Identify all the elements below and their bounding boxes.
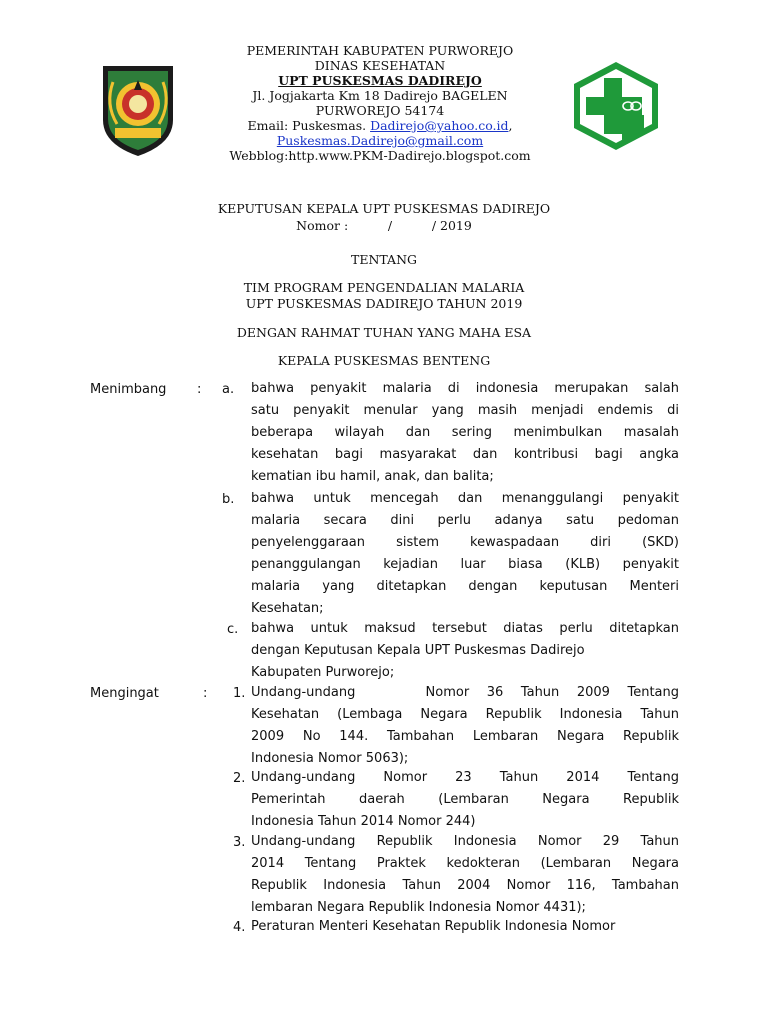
header-government: PEMERINTAH KABUPATEN PURWOREJO [246, 43, 514, 58]
header-email-line [190, 118, 570, 134]
text-line: penyelenggaraan sistem kewaspadaan diri (SKD) [251, 535, 679, 550]
header-department: DINAS KESEHATAN [314, 58, 446, 73]
text-line: beberapa wilayah dan sering menimbulkan masalah [251, 425, 679, 440]
mengingat-marker-1: 1. [233, 686, 246, 701]
text-line: Kesehatan (Lembaga Negara Republik Indonesia Tahun [251, 707, 679, 722]
text-line: penanggulangan kejadian luar biasa (KLB) penyakit [251, 557, 679, 572]
mengingat-label: Mengingat [90, 686, 159, 701]
text-line: Undang-undang Republik Indonesia Nomor 29 Tahun [251, 834, 679, 849]
text-line: Kabupaten Purworejo; [251, 665, 395, 680]
kepala-line: KEPALA PUSKESMAS BENTENG [277, 353, 491, 368]
text-line: Republik Indonesia Tahun 2004 Nomor 116, Tambahan [251, 878, 679, 893]
email-separator: , [508, 118, 513, 133]
text-line: bahwa penyakit malaria di indonesia merupakan salah [251, 381, 679, 396]
decree-title: KEPUTUSAN KEPALA UPT PUSKESMAS DADIREJO [217, 201, 551, 216]
mengingat-item-1 [251, 682, 679, 770]
regency-emblem-logo [95, 62, 181, 158]
header-puskesmas-name: UPT PUSKESMAS DADIREJO [278, 73, 482, 88]
mengingat-item-2 [251, 767, 679, 833]
text-line: dengan Keputusan Kepala UPT Puskesmas Dadirejo [251, 643, 585, 658]
decree-number: Nomor : / / 2019 [296, 218, 472, 233]
text-line: kesehatan bagi masyarakat dan kontribusi bagi angka [251, 447, 679, 462]
menimbang-marker-a: a. [222, 382, 235, 397]
text-line: lembaran Negara Republik Indonesia Nomor 4431); [251, 900, 586, 915]
decree-subject-1: TIM PROGRAM PENGENDALIAN MALARIA [243, 280, 525, 295]
header-weblog: Webblog:http.www.PKM-Dadirejo.blogspot.com [229, 148, 531, 163]
text-line: bahwa untuk maksud tersebut diatas perlu ditetapkan [251, 621, 679, 636]
tentang-heading: TENTANG [350, 252, 417, 267]
text-line: malaria secara dini perlu adanya satu pedoman [251, 513, 679, 528]
text-line: bahwa untuk mencegah dan menanggulangi penyakit [251, 491, 679, 506]
text-line: Kesehatan; [251, 601, 324, 616]
email-link-yahoo[interactable]: Dadirejo@yahoo.co.id [370, 118, 509, 133]
puskesmas-logo [570, 60, 662, 152]
mengingat-item-4 [251, 916, 679, 938]
menimbang-item-c [251, 618, 679, 684]
menimbang-marker-b: b. [222, 492, 235, 507]
menimbang-colon: : [197, 382, 202, 397]
text-line: Pemerintah daerah (Lembaran Negara Republik [251, 792, 679, 807]
text-line: Indonesia Nomor 5063); [251, 751, 409, 766]
text-line: kematian ibu hamil, anak, dan balita; [251, 469, 494, 484]
mengingat-item-3 [251, 831, 679, 919]
text-line: Undang-undang Nomor 23 Tahun 2014 Tentang [251, 770, 679, 785]
text-line: malaria yang ditetapkan dengan keputusan Menteri [251, 579, 679, 594]
mengingat-marker-2: 2. [233, 771, 246, 786]
header-city: PURWOREJO 54174 [315, 103, 445, 118]
menimbang-label: Menimbang [90, 382, 167, 397]
mengingat-marker-4: 4. [233, 920, 246, 935]
text-line: satu penyakit menular yang masih menjadi endemis di [251, 403, 679, 418]
mengingat-colon: : [203, 686, 208, 701]
menimbang-item-b [251, 488, 679, 620]
mengingat-marker-3: 3. [233, 835, 246, 850]
text-line: Undang-undang Nomor 36 Tahun 2009 Tentang [251, 685, 679, 700]
decree-subject-2: UPT PUSKESMAS DADIREJO TAHUN 2019 [245, 296, 523, 311]
menimbang-marker-c: c. [227, 622, 239, 637]
header-email-line-2 [190, 133, 570, 149]
email-prefix: Email: Puskesmas. [247, 118, 371, 133]
email-link-gmail[interactable]: Puskesmas.Dadirejo@gmail.com [276, 133, 484, 148]
text-line: 2009 No 144. Tambahan Lembaran Negara Republik [251, 729, 679, 744]
text-line: Peraturan Menteri Kesehatan Republik Indonesia Nomor [251, 919, 616, 934]
text-line: Indonesia Tahun 2014 Nomor 244) [251, 814, 476, 829]
rahmat-line: DENGAN RAHMAT TUHAN YANG MAHA ESA [236, 325, 532, 340]
header-address: Jl. Jogjakarta Km 18 Dadirejo BAGELEN [252, 88, 508, 103]
text-line: 2014 Tentang Praktek kedokteran (Lembaran Negara [251, 856, 679, 871]
menimbang-item-a [251, 378, 679, 488]
